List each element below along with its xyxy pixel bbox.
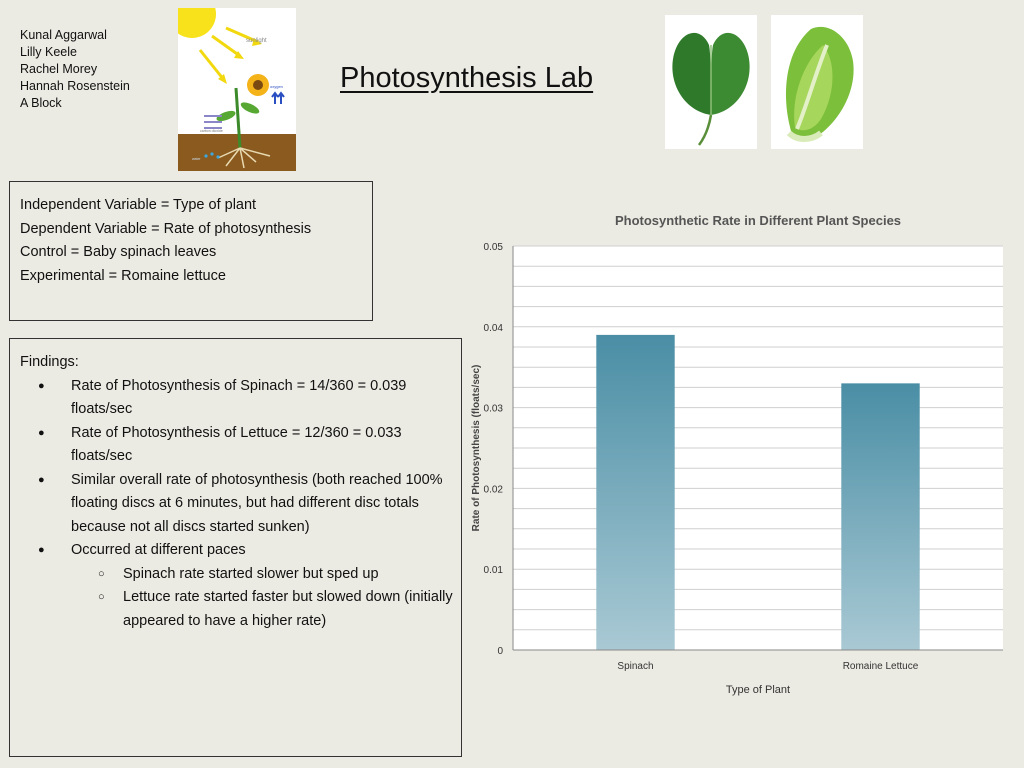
page-title: Photosynthesis Lab bbox=[340, 62, 594, 94]
y-tick-label: 0.05 bbox=[483, 242, 503, 253]
findings-box bbox=[9, 338, 462, 757]
chart-x-axis-label: Type of Plant bbox=[725, 684, 791, 696]
independent-variable-text: Independent Variable = Type of plant bbox=[20, 197, 257, 213]
chart-title: Photosynthetic Rate in Different Plant Species bbox=[614, 213, 902, 228]
experimental-text: Experimental = Romaine lettuce bbox=[20, 267, 226, 284]
author-list bbox=[20, 27, 130, 112]
oxygen-label: oxygen bbox=[270, 84, 283, 89]
bar bbox=[596, 335, 674, 650]
romaine-lettuce-image bbox=[771, 15, 863, 149]
class-block: A Block bbox=[20, 96, 62, 110]
control-text: Control = Baby spinach leaves bbox=[20, 244, 217, 260]
y-tick-label: 0.04 bbox=[483, 322, 503, 334]
y-tick-label: 0.03 bbox=[483, 403, 503, 415]
y-tick-label: 0 bbox=[497, 646, 503, 657]
author-name: Kunal Aggarwal bbox=[20, 28, 107, 42]
findings-heading: Findings: bbox=[20, 354, 79, 370]
finding-sub-bullet: ○ Spinach rate started slower but sped up bbox=[20, 563, 461, 587]
author-name: Lilly Keele bbox=[20, 45, 77, 59]
author-name: Rachel Morey bbox=[20, 62, 98, 76]
chart-y-axis-label: Rate of Photosynthesis (floats/sec) bbox=[471, 364, 482, 532]
finding-bullet: ● Occurred at different paces bbox=[20, 539, 461, 563]
y-tick-label: 0.01 bbox=[483, 565, 503, 577]
findings-list bbox=[20, 375, 461, 634]
variables-box bbox=[9, 181, 373, 321]
bar-chart bbox=[465, 200, 1015, 710]
dependent-variable-text: Dependent Variable = Rate of photosynthesis bbox=[20, 220, 312, 237]
finding-bullet: ● Similar overall rate of photosynthesis (both reached 100% floating discs at 6 minutes, but had different disc totals because not all discs started sunken) bbox=[20, 469, 461, 540]
spinach-leaves-image bbox=[665, 15, 757, 149]
x-tick-label: Romaine Lettuce bbox=[842, 661, 919, 672]
finding-bullet: ● Rate of Photosynthesis of Lettuce = 12/360 = 0.033 floats/sec bbox=[20, 422, 461, 469]
y-tick-label: 0.02 bbox=[483, 484, 503, 496]
finding-sub-bullet: ○ Lettuce rate started faster but slowed down (initially appeared to have a higher rate) bbox=[20, 586, 461, 633]
finding-bullet: ● Rate of Photosynthesis of Spinach = 14/360 = 0.039 floats/sec bbox=[20, 375, 461, 422]
photosynthesis-diagram-image bbox=[178, 8, 296, 171]
co2-label: carbon dioxide bbox=[200, 129, 223, 133]
author-name: Hannah Rosenstein bbox=[20, 79, 130, 93]
sunlight-label: sunlight bbox=[246, 38, 267, 44]
x-tick-label: Spinach bbox=[617, 661, 654, 672]
bar bbox=[841, 383, 919, 650]
water-label: water bbox=[192, 157, 201, 161]
